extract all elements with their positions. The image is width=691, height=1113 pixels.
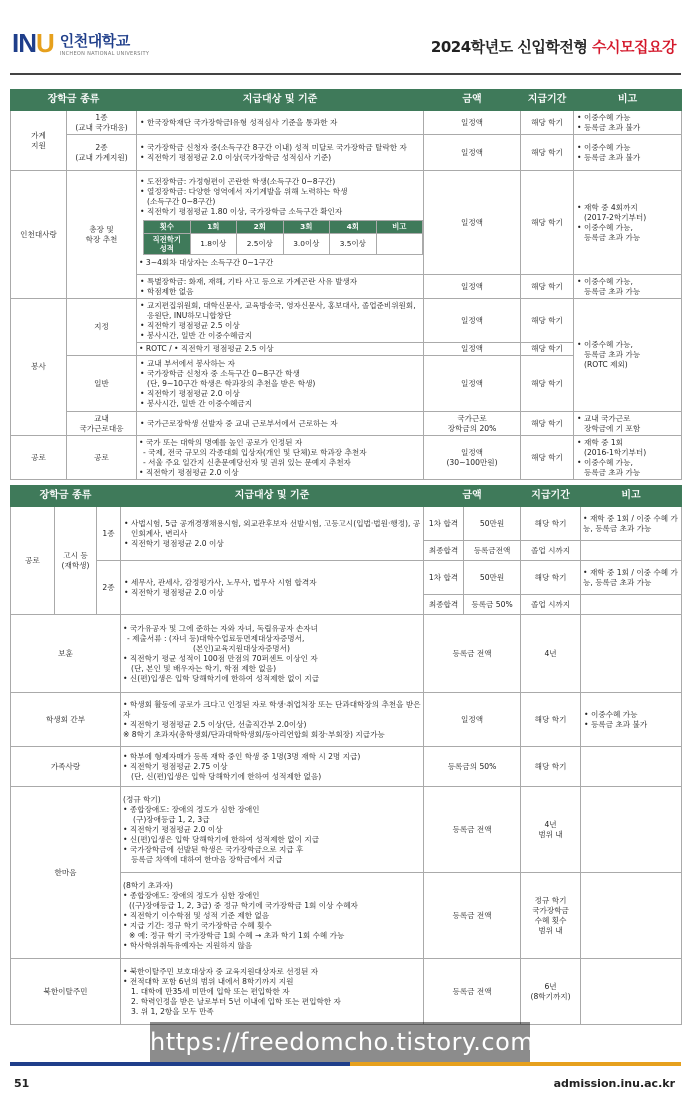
category-cell: 보훈 xyxy=(11,615,121,693)
amount-cell: 등록금전액 xyxy=(464,541,521,561)
amount-cell: 등록금 전액 xyxy=(424,787,521,873)
note-cell: • 재학 중 4회까지 (2017-2학기부터) • 이중수혜 가능, 등록금 초과 가능 xyxy=(574,171,682,275)
period-cell: 해당 학기 xyxy=(521,507,581,541)
type-cell: 1종 xyxy=(97,507,121,561)
amount-cell: 일정액 xyxy=(424,343,521,356)
amount-cell: 50만원 xyxy=(464,561,521,595)
note-cell: • 재학 중 1회 (2016-1학기부터) • 이중수혜 가능, 등록금 초과 가능 xyxy=(574,436,682,480)
category-cell: 인천대사랑 xyxy=(11,171,67,299)
footer-bar-gold xyxy=(350,1062,681,1066)
note-cell xyxy=(581,747,682,787)
subcategory-cell: 교내 국가근로대응 xyxy=(67,412,137,436)
col-header-period: 지급기간 xyxy=(521,486,581,507)
col-header-period: 지급기간 xyxy=(521,90,574,111)
table-row xyxy=(11,111,682,135)
table-row xyxy=(11,693,682,747)
amount-cell: 일정액 xyxy=(424,171,521,275)
amount-cell: 등록금 50% xyxy=(464,595,521,615)
page-header xyxy=(0,0,691,78)
period-cell: 4년 xyxy=(521,615,581,693)
note-cell xyxy=(581,873,682,959)
subcategory-cell: 지정 xyxy=(67,299,137,356)
category-cell: 공로 xyxy=(11,507,55,615)
page-title: 2024학년도 신입학전형 수시모집요강 xyxy=(430,38,676,56)
table-row xyxy=(11,436,682,480)
period-cell: 4년 범위 내 xyxy=(521,787,581,873)
col-header-note: 비고 xyxy=(574,90,682,111)
col-header-criteria: 지급대상 및 기준 xyxy=(121,486,424,507)
period-cell: 해당 학기 xyxy=(521,111,574,135)
amount-cell: 등록금의 50% xyxy=(424,747,521,787)
criteria-cell: • ROTC / • 직전학기 평점평균 2.5 이상 xyxy=(137,343,424,356)
period-cell: 해당 학기 xyxy=(521,693,581,747)
table-row xyxy=(11,561,682,595)
grade-requirement-table: 횟수 1회 2회 3회 4회 비고 직전학기 성적 1.8이상 2.5이상 3.0이상 3.5이상 xyxy=(143,220,423,255)
criteria-cell: • 교지편집위원회, 대학신문사, 교육방송국, 영자신문사, 홍보대사, 졸업준비위원회, 응원단, INU하모니합창단 • 직전학기 평점평균 2.5 이상 • 봉사시간, 일반 간 이중수혜금지 xyxy=(137,299,424,343)
period-cell: 해당 학기 xyxy=(521,436,574,480)
note-cell: • 교내 국가근로 장학금에 기 포함 xyxy=(574,412,682,436)
period-cell: 해당 학기 xyxy=(521,171,574,275)
footer-bar-blue xyxy=(10,1062,350,1066)
category-cell: 북한이탈주민 xyxy=(11,959,121,1025)
note-cell xyxy=(581,595,682,615)
note-cell xyxy=(581,541,682,561)
period-cell: 해당 학기 xyxy=(521,747,581,787)
table-row xyxy=(11,299,682,343)
criteria-cell: (8학기 초과자) • 종합장애도: 장애의 정도가 심한 장애인 ((구)장애등급 1, 2, 3급) 중 정규 학기에 국가장학금 1회 이상 수혜자 • 직전학기 이수학점 및 성적 기준 제한 없음 • 지급 기간: 정규 학기 국가장학금 수혜 횟수 ※ 예: 정규 학기 국가장학금 1회 수혜 → 초과 학기 1회 수혜 가능 • 학사학위취득유예자는 지원하지 않음 xyxy=(121,873,424,959)
amount-cell: 일정액 xyxy=(424,693,521,747)
period-cell: 졸업 시까지 xyxy=(521,595,581,615)
logo-name: 인천대학교 xyxy=(59,32,130,50)
amount-cell: 일정액 (30~100만원) xyxy=(424,436,521,480)
period-cell: 정규 학기 국가장학금 수혜 횟수 범위 내 xyxy=(521,873,581,959)
category-cell: 한마음 xyxy=(11,787,121,959)
category-cell: 공로 xyxy=(11,436,67,480)
note-cell: • 재학 중 1회 / 이중 수혜 가능, 등록금 초과 가능 xyxy=(581,507,682,541)
stage-cell: 1차 합격 xyxy=(424,561,464,595)
amount-cell: 일정액 xyxy=(424,275,521,299)
table-row xyxy=(11,615,682,693)
note-cell: • 이중수혜 가능 • 등록금 초과 불가 xyxy=(574,135,682,171)
period-cell: 해당 학기 xyxy=(521,299,574,343)
table-row xyxy=(11,412,682,436)
table-row xyxy=(11,747,682,787)
category-cell: 학생회 간부 xyxy=(11,693,121,747)
scholarship-table-1 xyxy=(10,89,682,480)
criteria-cell: • 세무사, 관세사, 감정평가사, 노무사, 법무사 시험 합격자 • 직전학기 평점평균 2.0 이상 xyxy=(121,561,424,615)
criteria-cell: • 북한이탈주민 보호대상자 중 교육지원대상자로 선정된 자 • 전적대학 포함 6년의 범위 내에서 8학기까지 지원 1. 대학에 만35세 미만에 입학 또는 편입학한 자 2. 학력인정을 받은 날로부터 5년 이내에 입학 또는 편입학한 자 3. 위 1, 2항을 모두 만족 xyxy=(121,959,424,1025)
amount-cell: 등록금 전액 xyxy=(424,873,521,959)
col-header-type: 장학금 종류 xyxy=(11,486,121,507)
criteria-cell: • 국가 또는 대학의 명예를 높인 공로가 인정된 자 - 국제, 전국 규모의 각종대회 입상자(개인 및 단체)로 학과장 추천자 - 서울 주요 일간지 신춘문예당선자 및 권위 있는 문예지 추천자 • 직전학기 평점평균 2.0 이상 xyxy=(137,436,424,480)
period-cell: 해당 학기 xyxy=(521,356,574,412)
col-header-criteria: 지급대상 및 기준 xyxy=(137,90,424,111)
note-cell xyxy=(581,787,682,873)
type-cell: 2종 xyxy=(97,561,121,615)
col-header-amount: 금액 xyxy=(424,90,521,111)
amount-cell: 일정액 xyxy=(424,299,521,343)
subcategory-cell: 총장 및 학장 추천 xyxy=(67,171,137,299)
watermark-overlay: https://freedomcho.tistory.com xyxy=(150,1022,530,1062)
category-cell: 가계 지원 xyxy=(11,111,67,171)
criteria-cell: • 교내 부서에서 봉사하는 자 • 국가장학금 신청자 중 소득구간 0~8구간 학생 (단, 9~10구간 학생은 학과장의 추천을 받은 학생) • 직전학기 평점평균 2.0 이상 • 봉사시간, 일반 간 이중수혜금지 xyxy=(137,356,424,412)
table-row xyxy=(11,171,682,275)
amount-cell: 일정액 xyxy=(424,356,521,412)
criteria-cell: • 한국장학재단 국가장학금Ⅰ유형 성적심사 기준을 통과한 자 xyxy=(137,111,424,135)
criteria-cell: • 국가유공자 및 그에 준하는 자와 자녀, 독립유공자 손자녀 - 제출서류 : (자녀 등)대학수업료등면제대상자증명서, (본인)교육지원대상자증명서) • 직전학기 평균 성적이 100점 만점의 70퍼센트 이상인 자 (단, 본인 및 배우자는 학기, 학점 제한 없음) • 신(편)입생은 입학 당해학기에 한하여 성적제한 없이 지급 xyxy=(121,615,424,693)
note-cell: • 이중수혜 가능 • 등록금 초과 불가 xyxy=(574,111,682,135)
criteria-cell: • 학생회 활동에 공로가 크다고 인정된 자로 학생·취업처장 또는 단과대학장의 추천을 받은 자 • 직전학기 평점평균 2.5 이상(단, 선출직간부 2.0이상) ※ 8학기 초과자(총학생회/단과대학학생회/동아리연합회 회장·부회장) 지급가능 xyxy=(121,693,424,747)
subcategory-cell: 일반 xyxy=(67,356,137,412)
period-cell: 해당 학기 xyxy=(521,135,574,171)
amount-cell: 등록금 전액 xyxy=(424,615,521,693)
amount-cell: 50만원 xyxy=(464,507,521,541)
table-row xyxy=(11,959,682,1025)
col-header-note: 비고 xyxy=(581,486,682,507)
subcategory-cell: 공로 xyxy=(67,436,137,480)
subcategory-cell: 고시 등 (재학생) xyxy=(55,507,97,615)
criteria-cell: • 학부에 형제자매가 등록 재학 중인 학생 중 1명(3명 재학 시 2명 지급) • 직전학기 평점평균 2.75 이상 (단, 신(편)입생은 입학 당해학기에 한하여 성적제한 없음) xyxy=(121,747,424,787)
criteria-cell: • 국가장학금 신청자 중(소득구간 8구간 이내) 성적 미달로 국가장학금 탈락한 자 • 직전학기 평점평균 2.0 이상(국가장학금 성적심사 기준) xyxy=(137,135,424,171)
university-logo[interactable] xyxy=(12,28,149,59)
amount-cell: 일정액 xyxy=(424,135,521,171)
site-link[interactable]: admission.inu.ac.kr xyxy=(553,1077,675,1090)
criteria-cell: • 국가근로장학생 선발자 중 교내 근로부서에서 근로하는 자 xyxy=(137,412,424,436)
period-cell: 졸업 시까지 xyxy=(521,541,581,561)
note-cell: • 재학 중 1회 / 이중 수혜 가능, 등록금 초과 가능 xyxy=(581,561,682,595)
criteria-cell: • 특별장학금: 화재, 재해, 기타 사고 등으로 가계곤란 사유 발생자 • 학점제한 없음 xyxy=(137,275,424,299)
criteria-cell: • 사법시험, 5급 공개경쟁채용시험, 외교관후보자 선발시험, 고등고시(입법·법원·행정), 공인회계사, 변리사 • 직전학기 평점평균 2.0 이상 xyxy=(121,507,424,561)
header-divider xyxy=(10,73,681,75)
stage-cell: 최종합격 xyxy=(424,595,464,615)
table-row xyxy=(11,135,682,171)
logo-mark: INU xyxy=(12,28,54,58)
table-row xyxy=(11,507,682,541)
criteria-cell: (정규 학기) • 종합장애도: 장애의 정도가 심한 장애인 (구)장애등급 1, 2, 3급 • 직전학기 평점평균 2.0 이상 • 신(편)입생은 입학 당해학기에 한하여 성적제한 없이 지급 • 국가장학금에 선발된 학생은 국가장학금으로 지급 후 등록금 차액에 대하여 한마음 장학금에서 지급 xyxy=(121,787,424,873)
amount-cell: 국가근로 장학금의 20% xyxy=(424,412,521,436)
stage-cell: 최종합격 xyxy=(424,541,464,561)
category-cell: 가족사랑 xyxy=(11,747,121,787)
logo-english: INCHEON NATIONAL UNIVERSITY xyxy=(59,51,150,57)
category-cell: 봉사 xyxy=(11,299,67,436)
period-cell: 6년 (8학기까지) xyxy=(521,959,581,1025)
criteria-cell: • 도전장학금: 가정형편이 곤란한 학생(소득구간 0~8구간) • 열정장학금: 다양한 영역에서 자기계발을 위해 노력하는 학생 (소득구간 0~8구간) • 직전학기 평점평균 1.80 이상, 국가장학금 소득구간 확인자 횟수 1회 2회 3회 4회 비고 직전학기 성적 1.8이상 2.5이상 3.0이상 3.5이상 • 3~4회차 대상자는 소득구간 0~1구간 xyxy=(137,171,424,275)
note-cell xyxy=(581,615,682,693)
col-header-type: 장학금 종류 xyxy=(11,90,137,111)
note-cell: • 이중수혜 가능, 등록금 초과 가능 xyxy=(574,275,682,299)
note-cell: • 이중수혜 가능 • 등록금 초과 불가 xyxy=(581,693,682,747)
amount-cell: 일정액 xyxy=(424,111,521,135)
stage-cell: 1차 합격 xyxy=(424,507,464,541)
amount-cell: 등록금 전액 xyxy=(424,959,521,1025)
subcategory-cell: 2종 (교내 가계지원) xyxy=(67,135,137,171)
page-number: 51 xyxy=(14,1077,30,1090)
period-cell: 해당 학기 xyxy=(521,343,574,356)
table-row xyxy=(11,787,682,873)
period-cell: 해당 학기 xyxy=(521,412,574,436)
note-cell xyxy=(581,959,682,1025)
col-header-amount: 금액 xyxy=(424,486,521,507)
period-cell: 해당 학기 xyxy=(521,561,581,595)
period-cell: 해당 학기 xyxy=(521,275,574,299)
scholarship-table-2 xyxy=(10,485,682,1025)
subcategory-cell: 1종 (교내 국가대응) xyxy=(67,111,137,135)
note-cell: • 이중수혜 가능, 등록금 초과 가능 (ROTC 제외) xyxy=(574,299,682,412)
